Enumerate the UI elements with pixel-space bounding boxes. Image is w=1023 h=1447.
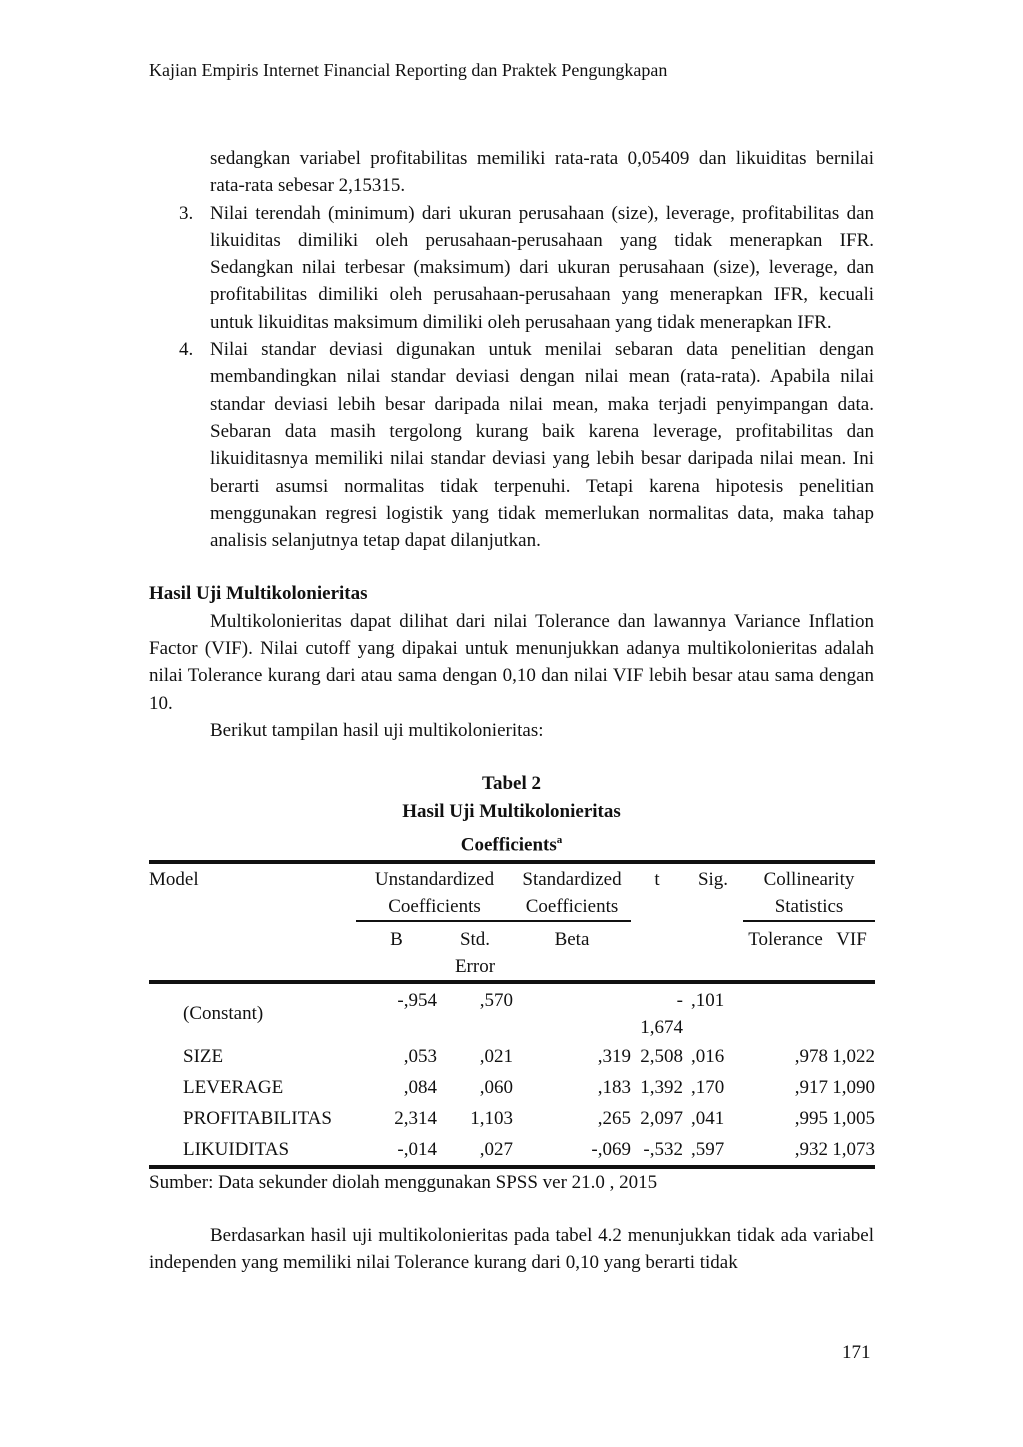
cell-vif — [828, 982, 875, 1041]
list-item-text: Nilai standar deviasi digunakan untuk menilai sebaran data penelitian dengan membandingkan nilai standar deviasi dengan nilai mean (rata-rata). Apabila nilai standar deviasi lebih besar daripada nilai mean, maka terjadi penyimpangan data. Sebaran data masih tergolong kurang baik karena leverage, profitabilitas dan likuiditasnya memiliki nilai standar deviasi yang lebih besar daripada nilai mean. Ini berarti asumsi normalitas tidak terpenuhi. Tetapi karena hipotesis penelitian menggunakan regresi logistik yang tidak memerlukan normalitas data, maka tahap analisis selanjutnya tetap dapat dilanjutkan. — [210, 339, 874, 552]
col-header-std-error: Std. Error — [454, 928, 496, 977]
cell-std-error: ,021 — [479, 1045, 513, 1067]
row-label: SIZE — [183, 1045, 224, 1067]
cell-sig: ,170 — [691, 1076, 725, 1098]
cell-tolerance: ,978 — [794, 1045, 828, 1067]
page-number: 171 — [842, 1342, 871, 1363]
list-item — [149, 200, 874, 336]
cell-beta: ,183 — [597, 1076, 631, 1098]
table-row — [149, 1072, 875, 1103]
continued-paragraph: sedangkan variabel profitabilitas memiliki rata-rata 0,05409 dan likuiditas bernilai rata-rata sebesar 2,15315. — [210, 148, 874, 197]
col-header-model: Model — [149, 862, 356, 921]
closing-paragraph: Berdasarkan hasil uji multikolonieritas pada tabel 4.2 menunjukkan tidak ada variabel independen yang memiliki nilai Tolerance kurang dari 0,10 yang berarti tidak — [149, 1224, 874, 1273]
cell-t: 2,097 — [640, 1107, 683, 1129]
list-item-number: 4. — [179, 339, 194, 361]
table-source: Sumber: Data sekunder diolah menggunakan SPSS ver 21.0 , 2015 — [149, 1171, 658, 1193]
list-item-text: Nilai terendah (minimum) dari ukuran perusahaan (size), leverage, profitabilitas dan likuiditas dimiliki oleh perusahaan-perusahaan yang tidak menerapkan IFR. Sedangkan nilai terbesar (maksimum) dari ukuran perusahaan (size), leverage, dan profitabilitas dimiliki oleh perusahaan-perusahaan yang menerapkan IFR, kecuali untuk likuiditas maksimum dimiliki oleh perusahaan yang tidak menerapkan IFR. — [210, 202, 874, 333]
cell-b: 2,314 — [394, 1107, 437, 1129]
cell-sig: ,041 — [691, 1107, 725, 1129]
cell-vif: 1,022 — [832, 1045, 875, 1067]
table-subtitle-text: Coefficients — [460, 834, 557, 856]
cell-sig: ,597 — [683, 1134, 743, 1167]
col-header-sig: Sig. — [683, 862, 743, 921]
page-content — [149, 145, 874, 1276]
cell-vif: 1,005 — [832, 1107, 875, 1129]
cell-beta — [513, 982, 631, 1041]
table-row — [149, 1041, 875, 1072]
table-subtitle — [149, 826, 874, 859]
cell-vif: 1,073 — [828, 1134, 875, 1167]
section-paragraph: Berikut tampilan hasil uji multikolonieritas: — [210, 719, 544, 741]
cell-sig: ,101 — [683, 982, 743, 1041]
cell-std-error: 1,103 — [470, 1107, 513, 1129]
table-row — [149, 1134, 875, 1167]
row-label: LIKUIDITAS — [149, 1134, 356, 1167]
cell-t: - 1,674 — [631, 982, 683, 1041]
cell-tolerance: ,995 — [794, 1107, 828, 1129]
cell-tolerance: ,917 — [794, 1076, 828, 1098]
cell-sig: ,016 — [691, 1045, 725, 1067]
cell-std-error: ,027 — [437, 1134, 513, 1167]
running-head: Kajian Empiris Internet Financial Reporting dan Praktek Pengungkapan — [149, 60, 668, 80]
col-header-tolerance: Tolerance — [748, 928, 823, 950]
col-header-t: t — [631, 862, 683, 921]
col-header-unstandardized: Unstandardized Coefficients — [356, 862, 513, 921]
col-header-standardized: Standardized Coefficients — [513, 862, 631, 921]
section-heading: Hasil Uji Multikolonieritas — [149, 583, 368, 605]
table-row — [149, 1103, 875, 1134]
cell-beta: -,069 — [513, 1134, 631, 1167]
findings-list — [149, 200, 874, 555]
table-title: Hasil Uji Multikolonieritas — [402, 801, 621, 823]
cell-t: 1,392 — [640, 1076, 683, 1098]
coefficients-table — [149, 860, 875, 1169]
cell-t: -,532 — [631, 1134, 683, 1167]
list-item — [149, 336, 874, 554]
cell-beta: ,265 — [597, 1107, 631, 1129]
cell-vif: 1,090 — [832, 1076, 875, 1098]
table-subtitle-footnote-mark: a — [556, 834, 563, 847]
col-header-vif: VIF — [836, 928, 867, 950]
cell-std-error: ,060 — [479, 1076, 513, 1098]
col-header-b: B — [390, 928, 403, 950]
table-subheader-row — [149, 921, 875, 982]
col-header-beta: Beta — [554, 928, 590, 950]
table-header-row — [149, 862, 875, 921]
cell-beta: ,319 — [597, 1045, 631, 1067]
cell-t: 2,508 — [640, 1045, 683, 1067]
row-label: (Constant) — [149, 982, 356, 1041]
cell-b: -,014 — [356, 1134, 437, 1167]
cell-tolerance — [743, 982, 828, 1041]
list-item-number: 3. — [179, 202, 194, 224]
row-label: PROFITABILITAS — [183, 1107, 332, 1129]
cell-tolerance: ,932 — [743, 1134, 828, 1167]
table-row — [149, 982, 875, 1041]
row-label: LEVERAGE — [183, 1076, 284, 1098]
section-paragraph: Multikolonieritas dapat dilihat dari nilai Tolerance dan lawannya Variance Inflation Factor (VIF). Nilai cutoff yang dipakai untuk menunjukkan adanya multikolonieritas adalah nilai Tolerance kurang dari atau sama dengan 0,10 dan nilai VIF lebih besar atau sama dengan 10. — [149, 610, 874, 714]
cell-b: ,053 — [403, 1045, 437, 1067]
cell-b: -,954 — [356, 982, 437, 1041]
cell-b: ,084 — [403, 1076, 437, 1098]
cell-std-error: ,570 — [437, 982, 513, 1041]
table-label: Tabel 2 — [482, 773, 541, 795]
col-header-collinearity: Collinearity Statistics — [743, 862, 875, 921]
